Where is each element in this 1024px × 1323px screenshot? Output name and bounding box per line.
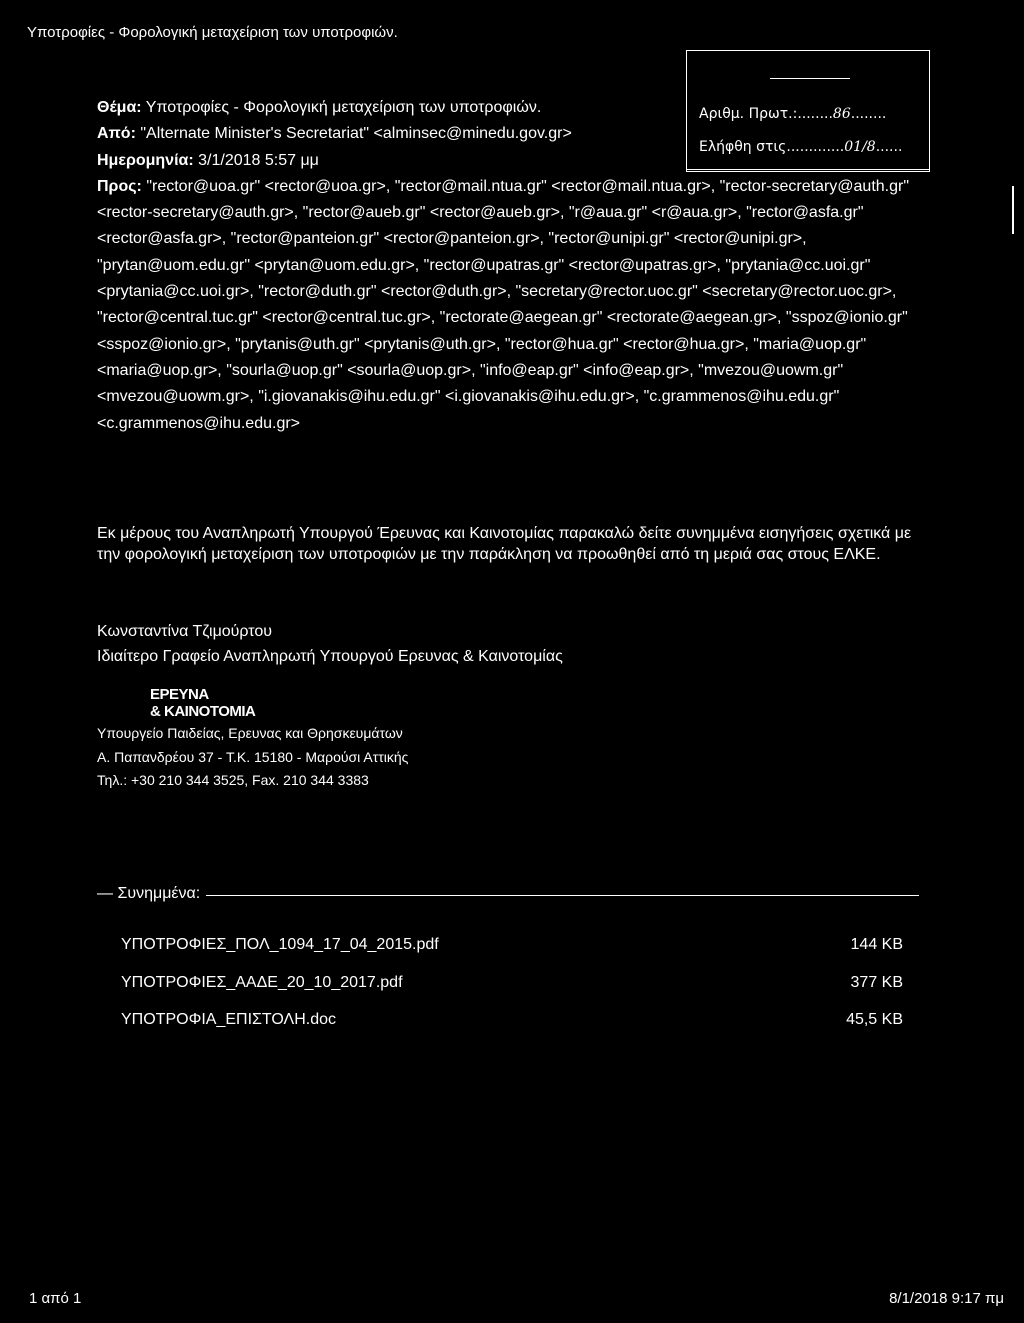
stamp-protocol-label: Αριθμ. Πρωτ.: bbox=[699, 106, 798, 122]
attachments-list bbox=[121, 936, 903, 1049]
subject-value: Υποτροφίες - Φορολογική μεταχείριση των υποτροφιών. bbox=[145, 99, 542, 116]
to-label: Προς: bbox=[97, 177, 142, 195]
address-street: Α. Παπανδρέου 37 - Τ.Κ. 15180 - Μαρούσι Αττικής bbox=[97, 748, 409, 765]
attachment-name[interactable]: ΥΠΟΤΡΟΦΙΑ_ΕΠΙΣΤΟΛΗ.doc bbox=[121, 1011, 337, 1028]
stamp-received-label: Ελήφθη στις bbox=[699, 139, 787, 155]
address-ministry: Υπουργείο Παιδείας, Ερευνας και Θρησκευμάτων bbox=[97, 725, 403, 741]
from-row bbox=[97, 121, 917, 147]
attachment-size: 144 KB bbox=[850, 936, 903, 953]
attachments-rule bbox=[97, 895, 919, 896]
signature-office: Ιδιαίτερο Γραφείο Αναπληρωτή Υπουργού Ερευνας & Καινοτομίας bbox=[97, 648, 563, 665]
attachments-header bbox=[97, 885, 919, 905]
stamp-protocol-value: 86 bbox=[832, 106, 851, 122]
stamp-received-value: 01/8 bbox=[844, 139, 876, 155]
logo-line-2: & ΚΑΙΝΟΤΟΜΙΑ bbox=[150, 703, 256, 720]
attachments-label: — Συνημμένα: bbox=[97, 885, 206, 903]
date-row bbox=[97, 148, 917, 174]
subject-row bbox=[97, 95, 917, 121]
to-row bbox=[97, 174, 917, 437]
from-label: Από: bbox=[97, 125, 136, 143]
page-header: Υποτροφίες - Φορολογική μεταχείριση των υποτροφιών. bbox=[27, 24, 398, 41]
attachment-size: 45,5 KB bbox=[846, 1011, 903, 1028]
attachment-name[interactable]: ΥΠΟΤΡΟΦΙΕΣ_ΑΑΔΕ_20_10_2017.pdf bbox=[121, 973, 403, 991]
attachment-name[interactable]: ΥΠΟΤΡΟΦΙΕΣ_ΠΟΛ_1094_17_04_2015.pdf bbox=[121, 936, 439, 953]
stamp-protocol-row: Αριθμ. Πρωτ.:........86........ bbox=[699, 106, 887, 122]
ministry-logo bbox=[150, 686, 255, 720]
email-header bbox=[97, 95, 917, 437]
attachment-size: 377 KB bbox=[850, 973, 903, 991]
subject-label: Θέμα: bbox=[97, 99, 142, 116]
date-label: Ημερομηνία: bbox=[97, 151, 194, 169]
from-value: "Alternate Minister's Secretariat" <alminsec@minedu.gov.gr> bbox=[140, 125, 572, 143]
attachment-item[interactable] bbox=[121, 974, 903, 1012]
signature bbox=[97, 619, 563, 669]
stamp-top-line bbox=[770, 78, 850, 79]
message-body: Εκ μέρους του Αναπληρωτή Υπουργού Έρευνας και Καινοτομίας παρακαλώ δείτε συνημμένα εισηγήσεις σχετικά με την φορολογική μεταχείριση των υποτροφιών με την παράκληση να προωθηθεί από τη μεριά σας στους ΕΛΚΕ. bbox=[97, 525, 912, 563]
attachment-item[interactable] bbox=[121, 936, 903, 974]
stamp-received-row: Ελήφθη στις.............01/8...... bbox=[699, 139, 903, 155]
logo-line-1: ΕΡΕΥΝΑ bbox=[150, 686, 209, 703]
page-number: 1 από 1 bbox=[29, 1290, 82, 1307]
address-phones: Τηλ.: +30 210 344 3525, Fax. 210 344 3383 bbox=[97, 772, 369, 788]
attachment-item[interactable] bbox=[121, 1011, 903, 1049]
edge-mark bbox=[1012, 186, 1014, 234]
signature-name: Κωνσταντίνα Τζιμούρτου bbox=[97, 623, 273, 640]
print-datetime: 8/1/2018 9:17 πμ bbox=[889, 1290, 1004, 1307]
date-value: 3/1/2018 5:57 μμ bbox=[198, 151, 319, 169]
ministry-address bbox=[97, 722, 408, 793]
to-value: "rector@uoa.gr" <rector@uoa.gr>, "rector@mail.ntua.gr" <rector@mail.ntua.gr>, "rector-secretary@auth.gr" <rector-secretary@auth.gr>, "rector@aueb.gr" <rector@aueb.gr>, "r@aua.gr" <r@aua.gr>, "rector@asfa.gr" <rector@asfa.gr>, "rector@panteion.gr" <rector@panteion.gr>, "rector@unipi.gr" <rector@unipi.gr>, "prytan@uom.edu.gr" <prytan@uom.edu.gr>, "rector@upatras.gr" <rector@upatras.gr>, "prytania@cc.uoi.gr" <prytania@cc.uoi.gr>, "rector@duth.gr" <rector@duth.gr>, "secretary@rector.uoc.gr" <secretary@rector.uoc.gr>, "rector@central.tuc.gr" <rector@central.tuc.gr>, "rectorate@aegean.gr" <rectorate@aegean.gr>, "sspoz@ionio.gr" <sspoz@ionio.gr>, "prytanis@uth.gr" <prytanis@uth.gr>, "rector@hua.gr" <rector@hua.gr>, "maria@uop.gr" <maria@uop.gr>, "sourla@uop.gr" <sourla@uop.gr>, "info@eap.gr" <info@eap.gr>, "mvezou@uowm.gr" <mvezou@uowm.gr>, "i.giovanakis@ihu.edu.gr" <i.giovanakis@ihu.edu.gr>, "c.grammenos@ihu.edu.gr" <c.grammenos@ihu.edu.gr> bbox=[97, 177, 910, 432]
